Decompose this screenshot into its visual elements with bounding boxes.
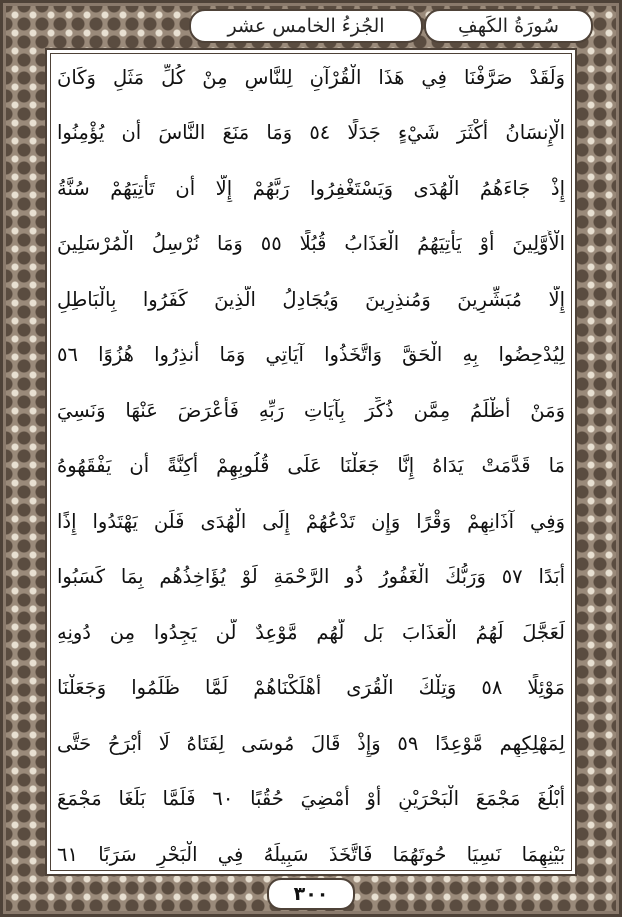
text-line: مَا قَدَّمَتْ يَدَاهُ إِنَّا جَعَلْنَا عَلَى قُلُوبِهِمْ أَكِنَّةً أَن يَفْقَهُوهُ xyxy=(57,454,565,478)
text-line: إِذْ جَاءَهُمُ الْهُدَى وَيَسْتَغْفِرُوا رَبَّهُمْ إِلَّا أَن تَأْتِيَهُمْ سُنَّةُ xyxy=(57,176,565,200)
text-line: بَيْنِهِمَا نَسِيَا حُوتَهُمَا فَاتَّخَذَ سَبِيلَهُ فِي الْبَحْرِ سَرَبًا ٦١ xyxy=(57,842,565,866)
juz-label: الجُزءُ الخامس عشر xyxy=(189,9,423,43)
text-line: مَوْئِلًا ٥٨ وَتِلْكَ الْقُرَى أَهْلَكْنَاهُمْ لَمَّا ظَلَمُوا وَجَعَلْنَا xyxy=(57,676,565,700)
text-line: إِلَّا مُبَشِّرِينَ وَمُنذِرِينَ وَيُجَادِلُ الَّذِينَ كَفَرُوا بِالْبَاطِلِ xyxy=(57,287,565,311)
surah-label: سُورَةُ الكَهفِ xyxy=(424,9,593,43)
text-line: الْأَوَّلِينَ أَوْ يَأْتِيَهُمُ الْعَذَابُ قُبُلًا ٥٥ وَمَا نُرْسِلُ الْمُرْسَلِينَ xyxy=(57,232,565,256)
text-line: أَبَدًا ٥٧ وَرَبُّكَ الْغَفُورُ ذُو الرَّحْمَةِ لَوْ يُؤَاخِذُهُم بِمَا كَسَبُوا xyxy=(57,565,565,589)
page-number: ٣٠٠ xyxy=(267,878,355,910)
verse-lines xyxy=(57,64,565,868)
text-line: لِيُدْحِضُوا بِهِ الْحَقَّ وَاتَّخَذُوا آيَاتِي وَمَا أُنذِرُوا هُزُوًا ٥٦ xyxy=(57,343,565,367)
page-header xyxy=(21,7,601,43)
text-line: وَفِي آذَانِهِمْ وَقْرًا وَإِن تَدْعُهُمْ إِلَى الْهُدَى فَلَن يَهْتَدُوا إِذًا xyxy=(57,509,565,533)
text-line: لِمَهْلِكِهِم مَّوْعِدًا ٥٩ وَإِذْ قَالَ مُوسَى لِفَتَاهُ لَا أَبْرَحُ حَتَّى xyxy=(57,731,565,755)
text-line: وَلَقَدْ صَرَّفْنَا فِي هَذَا الْقُرْآنِ لِلنَّاسِ مِنْ كُلِّ مَثَلٍ وَكَانَ xyxy=(57,66,565,89)
text-panel xyxy=(45,48,577,876)
text-line: الْإِنسَانُ أَكْثَرَ شَيْءٍ جَدَلًا ٥٤ وَمَا مَنَعَ النَّاسَ أَن يُؤْمِنُوا xyxy=(57,121,565,145)
text-line: وَمَنْ أَظْلَمُ مِمَّن ذُكِّرَ بِآيَاتِ رَبِّهِ فَأَعْرَضَ عَنْهَا وَنَسِيَ xyxy=(57,398,565,422)
text-line: أَبْلُغَ مَجْمَعَ الْبَحْرَيْنِ أَوْ أَمْضِيَ حُقُبًا ٦٠ فَلَمَّا بَلَغَا مَجْمَعَ xyxy=(57,787,565,811)
text-line: لَعَجَّلَ لَهُمُ الْعَذَابَ بَل لَّهُم مَّوْعِدٌ لَّن يَجِدُوا مِن دُونِهِ xyxy=(57,620,565,644)
